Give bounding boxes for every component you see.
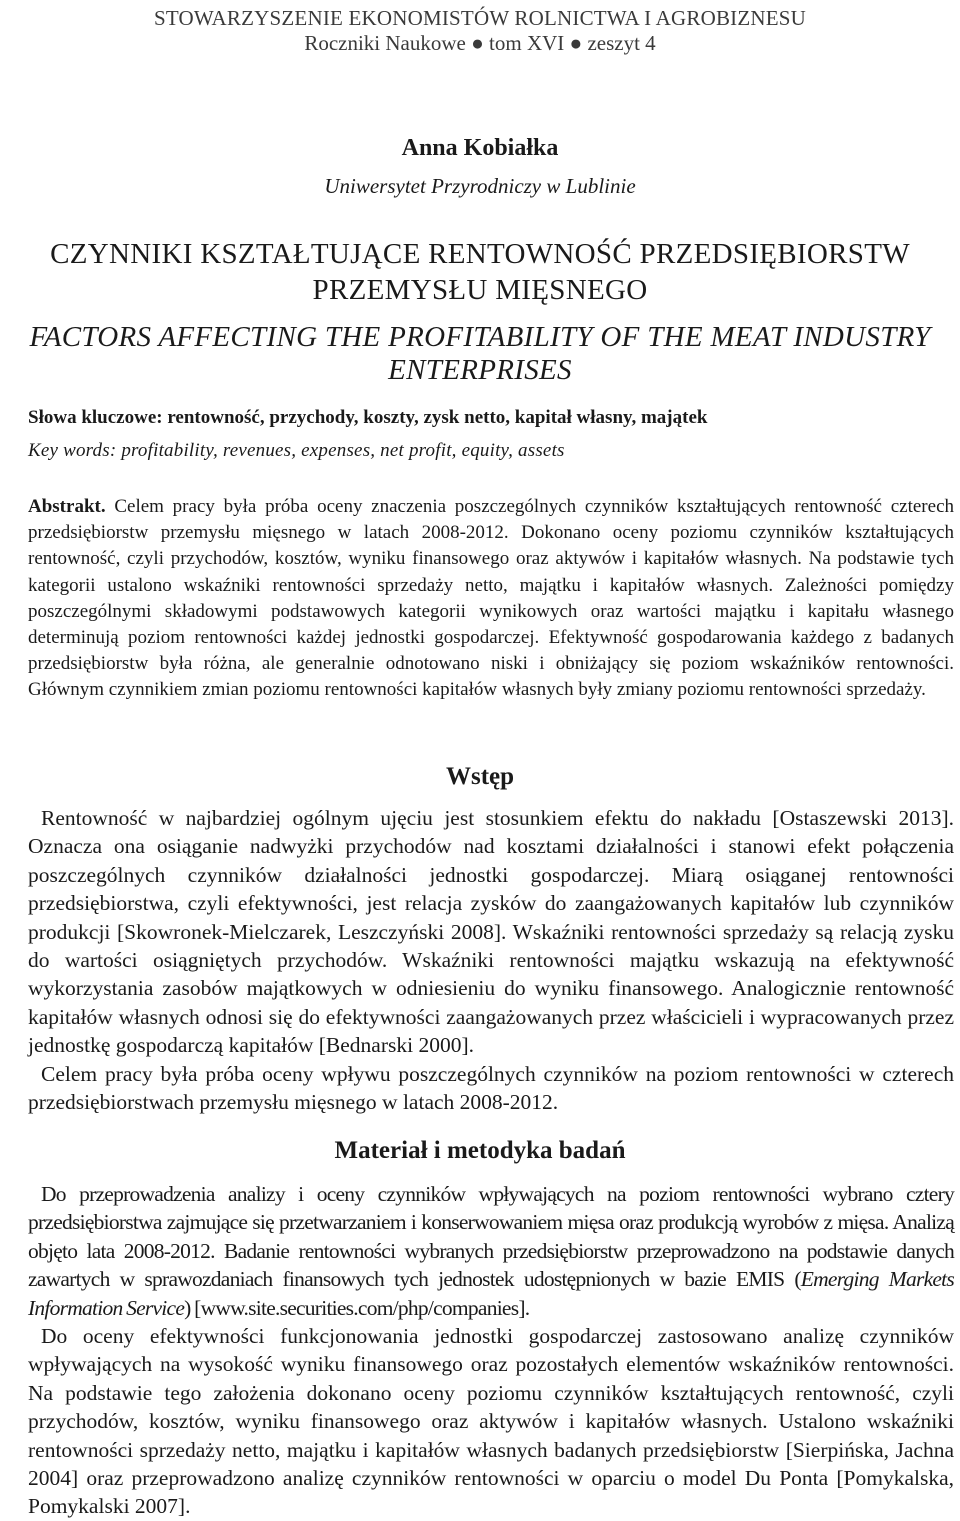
methods-section: [28, 1180, 954, 1521]
heading-introduction: Wstęp: [445, 763, 515, 790]
keywords-polish: Słowa kluczowe: rentowność, przychody, koszty, zysk netto, kapitał własny, majątek: [28, 407, 708, 428]
methods-paragraph-2: Do oceny efektywności funkcjonowania jednostki gospodarczej zastosowano analizę czynników wpływających na wysokość wyniku finansowego oraz pozostałych elementów wskaźników rentowności. Na podstawie tego założenia dokonano oceny poziomu czynników kształtujących rentowność, czyli przychodów, kosztów, wyniku finansowego oraz aktywów i kapitałów własnych. Ustalono wskaźniki rentowności sprzedaży netto, majątku i kapitałów własnych badanych przedsiębiorstw [Sierpińska, Jachna 2004] oraz przeprowadzono analizę czynników rentowności w oparciu o model Du Ponta [Pomykalska, Pomykalski 2007].: [28, 1324, 954, 1519]
introduction-paragraph-1: Rentowność w najbardziej ogólnym ujęciu jest stosunkiem efektu do nakładu [Ostaszewski 2013]. Oznacza ona osiąganie nadwyżki przychodów nad kosztami działalności i stanowi efekt połączenia poszczególnych czynników działalności jednostki gospodarczej. Miarą osiąganej rentowności przedsiębiorstwa, czyli efektywności, jest relacja zysków do zaangażowanych kapitałów lub czynników produkcji [Skowronek-Mielczarek, Leszczyński 2008]. Wskaźniki rentowności sprzedaży są relacją zysku do wartości osiągniętych przychodów. Wskaźniki rentowności majątku wskazują na efektywność wykorzystania zasobów majątkowych w odniesieniu do wyniku finansowego. Analogicznie rentowność kapitałów własnych odnosi się do efektywności zaangażowanych przez właścicieli i wypracowanych przez jednostkę gospodarczą kapitałów [Bednarski 2000].: [28, 806, 954, 1058]
title-polish-line1: CZYNNIKI KSZTAŁTUJĄCE RENTOWNOŚĆ PRZEDSIĘBIORSTW: [50, 238, 910, 270]
title-english-line1: FACTORS AFFECTING THE PROFITABILITY OF THE MEAT INDUSTRY: [29, 321, 931, 353]
author-name: Anna Kobiałka: [401, 135, 559, 161]
title-english-line2: ENTERPRISES: [388, 354, 572, 386]
keywords-english: Key words: profitability, revenues, expenses, net profit, equity, assets: [28, 440, 565, 461]
methods-paragraph-1: [28, 1180, 954, 1322]
title-english: [0, 321, 960, 387]
heading-methods: Materiał i metodyka badań: [334, 1137, 626, 1164]
title-polish: [0, 236, 960, 308]
introduction-section: [28, 804, 954, 1116]
methods-paragraph-1-source: ) [www.site.securities.com/php/companies].: [184, 1295, 530, 1320]
introduction-paragraph-2: Celem pracy była próba oceny wpływu poszczególnych czynników na poziom rentowności w czterech przedsiębiorstwach przemysłu mięsnego w latach 2008-2012.: [28, 1061, 954, 1115]
journal-volume: Roczniki Naukowe ● tom XVI ● zeszyt 4: [304, 31, 656, 55]
title-polish-line2: PRZEMYSŁU MIĘSNEGO: [312, 274, 648, 306]
methods-paragraph-1-text: Do przeprowadzenia analizy i oceny czynników wpływających na poziom rentowności wybrano cztery przedsiębiorstwa zajmujące się przetwarzaniem i konserwowaniem mięsa oraz produkcją wyrobów z mięsa. Analizą objęto lata 2008-2012. Badanie rentowności wybranych przedsiębiorstw przeprowadzono na podstawie danych zawartych w sprawozdaniach finansowych tych jednostek udostępnionych w bazie EMIS (: [28, 1182, 954, 1292]
abstract-label: Abstrakt.: [28, 496, 106, 517]
journal-publisher: STOWARZYSZENIE EKONOMISTÓW ROLNICTWA I AGROBIZNESU: [153, 6, 807, 30]
abstract: [28, 494, 954, 704]
author-affiliation: Uniwersytet Przyrodniczy w Lublinie: [324, 174, 636, 198]
emis-full-name: Emerging Markets Information Service: [28, 1267, 954, 1320]
abstract-text: Celem pracy była próba oceny znaczenia poszczególnych czynników kształtujących rentowność czterech przedsiębiorstw przemysłu mięsnego w latach 2008-2012. Dokonano oceny poziomu czynników kształtujących rentowność, czyli przychodów, kosztów, wyniku finansowego oraz aktywów i kapitałów własnych. Na podstawie tych kategorii ustalono wskaźniki rentowności sprzedaży netto, majątku i kapitałów własnych. Zależności pomiędzy poszczególnymi składowymi podstawowych kategorii wynikowych oraz wartości majątku i kapitału własnego determinują poziom rentowności każdej jednostki gospodarczej. Efektywność gospodarowania każdego z badanych przedsiębiorstw była różna, ale generalnie odnotowano niski i obniżający się poziom wskaźników rentowności. Głównym czynnikiem zmian poziomu rentowności kapitałów własnych były zmiany poziomu rentowności sprzedaży.: [28, 496, 955, 701]
